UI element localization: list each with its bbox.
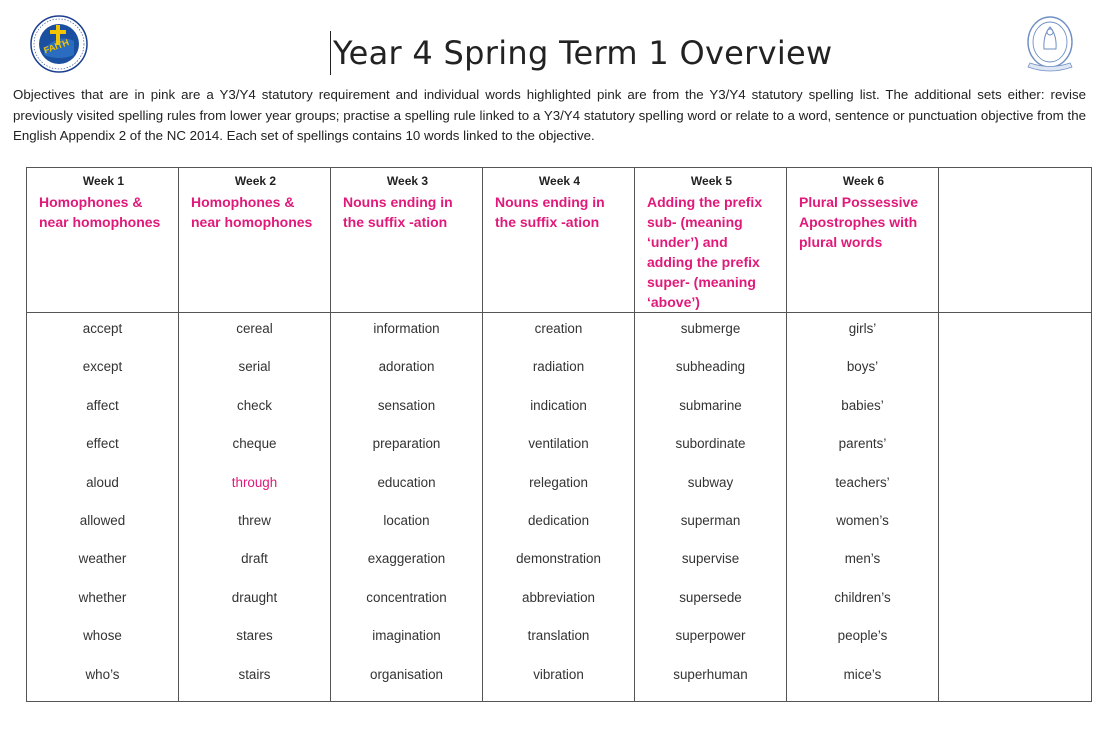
spelling-word: education <box>377 474 436 490</box>
spelling-word: stairs <box>238 666 271 682</box>
spelling-word: affect <box>86 397 119 413</box>
spelling-word: through <box>231 474 278 490</box>
week-label: Week 2 <box>234 174 277 188</box>
spelling-word: people’s <box>837 628 888 644</box>
spelling-word: whose <box>83 628 122 644</box>
week-objective: Nouns ending in the suffix -ation <box>495 194 605 230</box>
word-list-cell-week-2 <box>179 313 331 702</box>
spelling-word: who’s <box>85 666 120 682</box>
spelling-word: serial <box>238 359 271 375</box>
spelling-word: preparation <box>372 436 441 452</box>
spelling-word: adoration <box>378 359 435 375</box>
spelling-word: creation <box>534 321 583 336</box>
spelling-word: allowed <box>79 512 126 528</box>
spelling-word: imagination <box>372 628 441 644</box>
table-header-row <box>27 168 1092 313</box>
spelling-word: vibration <box>533 666 584 682</box>
spelling-word: superman <box>680 512 741 528</box>
spelling-word: weather <box>78 551 127 567</box>
spelling-word: superpower <box>675 628 746 644</box>
word-list-cell-empty <box>939 313 1092 702</box>
spelling-word: whether <box>78 589 127 605</box>
spelling-word: mice’s <box>843 666 882 682</box>
week-label: Week 3 <box>386 174 429 188</box>
spelling-word: submerge <box>680 321 741 336</box>
spelling-word: submarine <box>679 397 742 413</box>
spelling-word: threw <box>238 512 271 528</box>
week-label: Week 6 <box>842 174 885 188</box>
week-objective: Adding the prefix sub- (meaning ‘under’) and adding the prefix super- (meaning ‘above’) <box>647 194 763 310</box>
word-list-cell-week-3 <box>331 313 483 702</box>
spelling-word: exaggeration <box>367 551 446 567</box>
spelling-word: location <box>383 512 430 528</box>
week-label: Week 4 <box>538 174 581 188</box>
spelling-word: radiation <box>532 359 585 375</box>
spelling-word: relegation <box>529 474 588 490</box>
spelling-word: babies’ <box>841 397 884 413</box>
spelling-word: translation <box>527 628 590 644</box>
spelling-word: concentration <box>366 589 447 605</box>
word-list <box>483 313 634 697</box>
spelling-word: parents’ <box>838 436 887 452</box>
header-cell-empty <box>939 168 1092 313</box>
spelling-word: stares <box>236 628 273 644</box>
spelling-word: ventilation <box>528 436 589 452</box>
spelling-word: children’s <box>834 589 891 605</box>
week-objective: Homophones & near homophones <box>39 194 161 230</box>
spelling-word: draft <box>241 551 268 567</box>
school-crest-right <box>1022 15 1078 77</box>
spelling-word: effect <box>86 436 119 452</box>
spelling-word: dedication <box>527 512 590 528</box>
spelling-word: subheading <box>675 359 746 375</box>
spelling-word: women’s <box>836 512 889 528</box>
spelling-word: sensation <box>377 397 436 413</box>
spelling-word: abbreviation <box>522 589 595 605</box>
intro-paragraph: Objectives that are in pink are a Y3/Y4 statutory requirement and individual words highlighted pink are from the Y3/Y4 statutory spelling list. The additional sets either: revise previously visited spelling rules from lower year groups; practise a spelling rule linked to a Y3/Y4 statutory spelling word or relate to a word, sentence or punctuation objective from the English Appendix 2 of the NC 2014. Each set of spellings contains 10 words linked to the objective. <box>13 87 1086 143</box>
spelling-word: draught <box>231 589 278 605</box>
logo-text: FAITH <box>42 37 71 56</box>
spelling-word: accept <box>82 321 123 336</box>
school-logo-left <box>30 15 88 73</box>
spelling-word: cheque <box>232 436 277 452</box>
spelling-table <box>26 167 1092 702</box>
header-cell-week-3 <box>331 168 483 313</box>
word-list <box>635 313 786 697</box>
word-list <box>27 313 178 697</box>
week-label: Week 1 <box>82 174 125 188</box>
spelling-word: men’s <box>844 551 881 567</box>
spelling-word: organisation <box>370 666 443 682</box>
spelling-word: subway <box>687 474 734 490</box>
week-objective: Homophones & near homophones <box>191 194 313 230</box>
spelling-word: indication <box>530 397 587 413</box>
spelling-word: boys’ <box>846 359 879 375</box>
header-cell-week-5 <box>635 168 787 313</box>
spelling-word: subordinate <box>675 436 746 452</box>
word-list <box>179 313 330 697</box>
word-list <box>787 313 938 697</box>
title-area[interactable] <box>330 30 833 76</box>
page-title: Year 4 Spring Term 1 Overview <box>333 34 833 72</box>
header-cell-week-1 <box>27 168 179 313</box>
header-cell-week-6 <box>787 168 939 313</box>
spelling-word: teachers’ <box>835 474 890 490</box>
header-cell-week-4 <box>483 168 635 313</box>
spelling-word: cereal <box>236 321 273 336</box>
week-objective: Plural Possessive Apostrophes with plural words <box>799 194 919 250</box>
spelling-word: supervise <box>681 551 740 567</box>
spelling-word: aloud <box>86 474 119 490</box>
spelling-word: information <box>373 321 440 336</box>
spelling-word: check <box>237 397 272 413</box>
word-list-cell-week-1 <box>27 313 179 702</box>
spelling-word: superhuman <box>673 666 748 682</box>
spelling-word: except <box>82 359 123 375</box>
spelling-word: supersede <box>679 589 742 605</box>
week-objective: Nouns ending in the suffix -ation <box>343 194 453 230</box>
word-list-cell-week-4 <box>483 313 635 702</box>
word-list-cell-week-6 <box>787 313 939 702</box>
word-list <box>331 313 482 697</box>
text-cursor <box>330 31 331 75</box>
week-label: Week 5 <box>690 174 733 188</box>
table-words-row <box>27 313 1092 702</box>
word-list-cell-week-5 <box>635 313 787 702</box>
header-cell-week-2 <box>179 168 331 313</box>
spelling-word: demonstration <box>516 551 601 567</box>
spelling-word: girls’ <box>848 321 877 336</box>
